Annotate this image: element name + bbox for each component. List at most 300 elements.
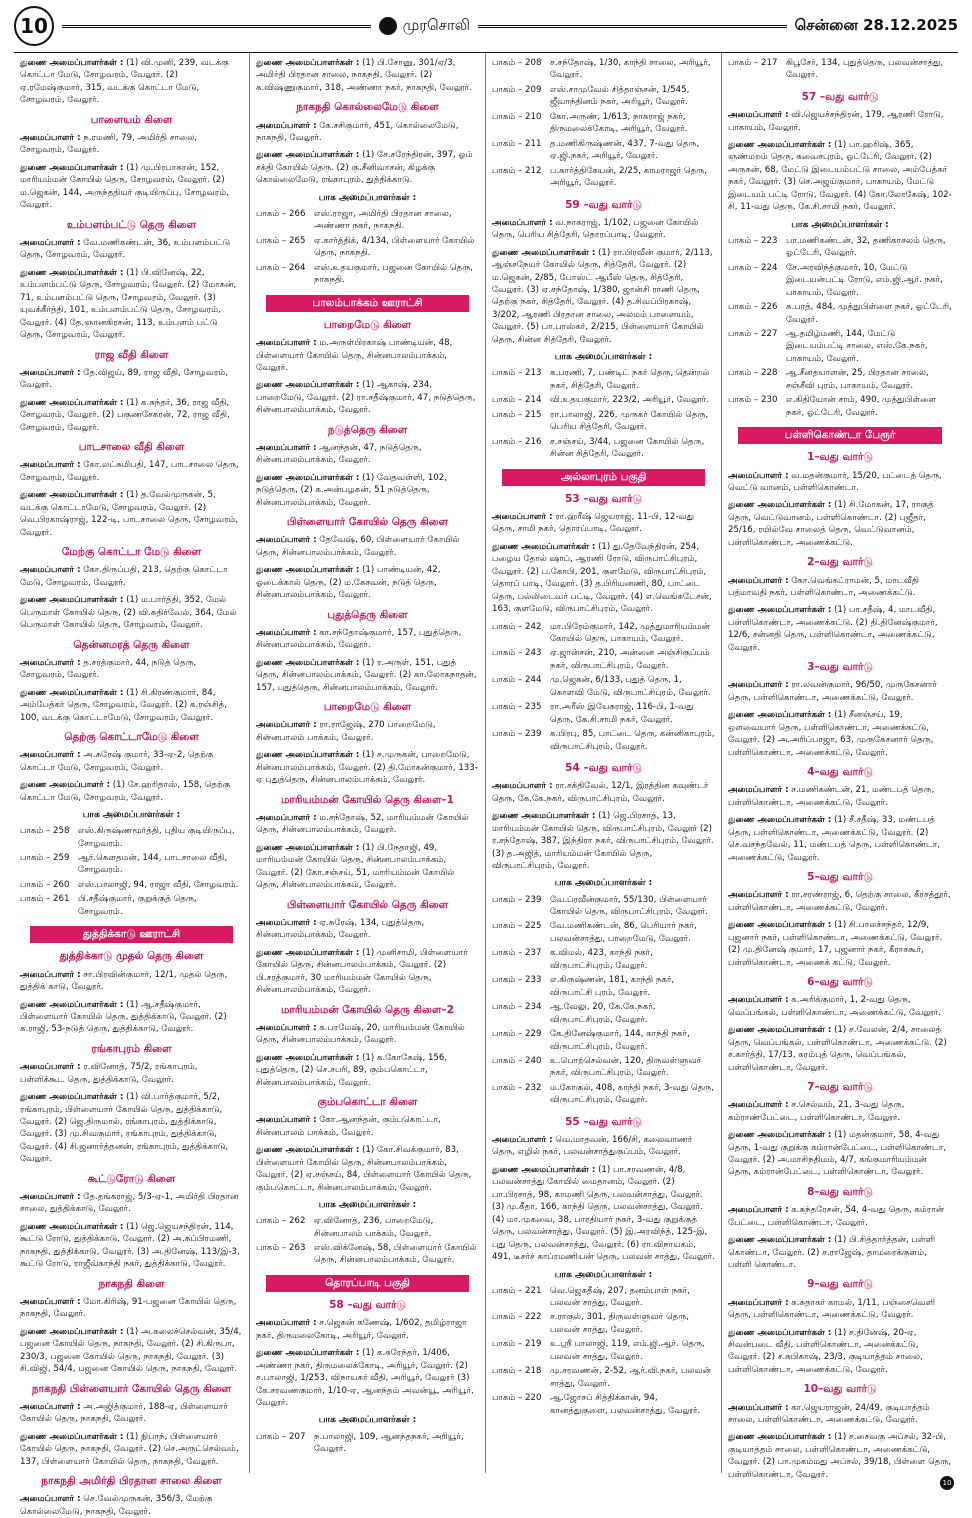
member-entry <box>728 470 952 495</box>
member-entry <box>20 1296 243 1321</box>
section-heading: 3–வது வார்டு <box>807 661 873 674</box>
booth-number: பாகம் – 260 <box>20 879 70 890</box>
booth-agent: சே.அரவிந்த்குமார், 10, மேட்டு இடையன்பட்டி ரோடு, எம்.ஜி.ஆர். நகர், பாகாயம், வேலூர். <box>786 262 943 298</box>
booth-row <box>492 1285 715 1312</box>
booth-row <box>492 84 715 111</box>
booth-number: பாகம் – 212 <box>492 165 542 176</box>
member-entry <box>728 109 952 134</box>
booth-list-heading: பாக அமைப்பாளர்கள் : <box>318 192 417 203</box>
section-heading: தென்னமரத் தெரு கிளை <box>73 638 190 651</box>
page-header <box>14 0 958 52</box>
booth-row <box>492 409 715 436</box>
member-entry <box>20 132 243 157</box>
booth-agent: ஏ.ஜான்சன், 210, அன்னை அஞ்சிகுப்பம் நகர், விருபாட்சிபுரம், வேலூர். <box>550 648 710 671</box>
booth-number: பாகம் – 210 <box>492 111 542 122</box>
member-details: (1) சி.பாலச்சந்தர், 12/9, புஜனார் நகர், பள்ளிகொண்டா, அணைக்கட்டு, வேலூர். (2) மு.தினேஷ் குமார், 17, புஜனார் நகர், கீராசகூர், பள்ளிகொண்டா, அணைக் கட்டு, வேலூர். <box>728 920 943 968</box>
booth-agent: எஸ்.உதயகுமார், பஜனை கோயில் தெரு, நாகநதி. <box>314 262 473 286</box>
role-label: அமைப்பாளர் : <box>20 237 81 248</box>
member-entry <box>256 57 479 94</box>
member-entry <box>728 1204 952 1229</box>
member-details: (1) ஆகாஷ், 234, பாறைமேடு, வேலூர். (2) ரா.சதீஷ்குமார், 47, நடுத்தெரு, சின்னபாலம்பாக்கம், வேலூர். <box>256 380 476 416</box>
role-label: அமைப்பாளர் : <box>20 750 81 761</box>
member-entry <box>728 1327 952 1377</box>
member-details: (1) பி.நேதாஜி, 49, மாரியம்மன் கோயில் தெரு, சின்னபாலம்பாக்கம், வேலூர். (2) கோ.சஞ்சய், 51, மாரியம்மன் கோயில் தெரு, சின்னபாலம்பாக்கம், வேலூர். <box>256 842 455 891</box>
booth-row <box>728 328 952 367</box>
booth-agent: மு.சரவணன், 2-52, ஆர்.வி.நகர், பலவன் சாத்து, வேலூர். <box>550 1366 712 1389</box>
booth-row <box>492 1028 715 1055</box>
member-entry <box>256 1347 479 1409</box>
booth-agent: க.பிரபு, 85, பாட்டை தெரு, கன்னிகாபுரம், விருபாட்சிபுரம், வேலூர். <box>550 729 715 752</box>
booth-row <box>492 947 715 974</box>
role-label: துணை அமைப்பாளர்கள் : <box>256 1348 360 1359</box>
role-label: துணை அமைப்பாளர்கள் : <box>492 247 596 258</box>
member-details: கா.ஜெயராஜன், 24/49, குடியாத்தம் சாலை, பள்ளிகொண்டா, அணைக்கட்டு, வேலூர். <box>728 1402 930 1426</box>
member-entry <box>256 842 479 892</box>
section-heading: கூட்டுரோடு கிளை <box>87 1172 176 1185</box>
section-heading: 7–வது வார்டு <box>807 1080 873 1093</box>
booth-number: பாகம் – 217 <box>728 58 778 68</box>
role-label: அமைப்பாளர் : <box>256 120 317 131</box>
member-details: (1) மு.பிரபாகரன், 152, மாரியம்மன் கோயில் தெரு, சோழவரம், வேலூர். (2) ம.ஜெகன், 144, அருந்ததியர் குடியிருப்பு, சோழவரம், வேலூர். <box>20 162 229 211</box>
member-entry <box>728 814 952 864</box>
booth-row <box>728 57 952 84</box>
booth-row <box>492 138 715 165</box>
member-details: ரா.ராஜேஷ், 270 பாறைமேடு, சின்னபாலம் பாக்கம், வேலூர். <box>256 720 436 743</box>
section-heading: 55 –வது வார்டு <box>565 1115 642 1128</box>
role-label: துணை அமைப்பாளர்கள் : <box>728 500 832 511</box>
member-entry <box>728 1099 952 1124</box>
member-details: (1) பா.சரவணன், 4/8, பலவன்சாத்து கோயில் மைதானம், வேலூர். (2) பா.பிரசாத், 98, காமணி தெரு, பலவன்சாத்து, வேலூர். (3) மு.கீதா, 166, காந்தி தெரு, பலவன்சாத்து, வேலூர். (4) மா.முகவை, 38, பாரதியார் நகர், 3-வது குறுக்குத் தெரு, பலவன்சாத்து, வேலூர். (5) இ.அரவிந்த், 125-இ, புது தெரு, பலவன்சாத்து, வேலூர். (6) ரா.விநாயகம், 491, டீசர்ச் காப்ரமணியன் தெரு, பலவன் சாத்து, வேலூர். <box>492 1164 715 1263</box>
member-entry <box>20 367 243 392</box>
booth-number: பாகம் – 219 <box>492 1339 542 1350</box>
member-details: (1) பி.சித்தார்த்தன், பள்ளி கொண்டா, வேலூர். (2) ச.ராஜேஷ், தாமரைக்குளம், பள்ளி கொண்டா. <box>728 1235 936 1270</box>
section-heading: பாடசாலை வீதி கிளை <box>78 441 185 454</box>
role-label: துணை அமைப்பாளர் : <box>20 780 111 791</box>
booth-agent: ரா.அரீஸ் இயேசுராஜ், 116-பி, 1-வது தெரு, கே.சி.சாமி நகர், வேலூர். <box>550 702 694 725</box>
booth-number: பாகம் – 266 <box>256 208 306 219</box>
member-details: (1) ஜெ.ஜெயசந்திரன், 114, கூட்டு ரோடு, துத்திக்காடு, வேலூர். (2) அ.சுப்பிரமணி, நாகநதி, துத்திக்காடு, வேலூர். (3) அ.தினேஷ், 113/இ-3, கூட்டு ரோடு, ராஜீவ்காந்தி நகர், துத்திக்காடு, வேலூர். <box>20 1221 240 1270</box>
role-label: அமைப்பாளர் : <box>20 1296 81 1307</box>
member-entry <box>256 1144 479 1194</box>
booth-row <box>492 701 715 728</box>
section-heading: பாறைமேடு கிளை <box>323 318 412 331</box>
member-entry <box>728 139 952 214</box>
booth-agent: எஸ்.விக்னேஷ், 58, பிள்ளையார் கோயில் தெரு, சின்னபாலம்பாக்கம், வேலூர். <box>314 1242 477 1266</box>
role-label: துணை அமைப்பாளர்கள் : <box>20 687 124 698</box>
booth-number: பாகம் – 228 <box>728 368 778 379</box>
role-label: அமைப்பாளர் : <box>728 1100 789 1111</box>
section-heading: நடுத்தெரு கிளை <box>327 423 408 436</box>
member-details: (1) க.சுரேந்தர், 1/406, அண்ணா நகர், திருமலைக்கோடி, அரியூர், வேலூர். (2) ச.பாலாஜி, 1/253, விநாயகர் வீதி, அரியூர், வேலூர் (3) கே.சரவணகுமார், 1/10-ஏ, ஆனந்தம் அவன்யூ, அரியூர், வேலூர். <box>256 1348 474 1409</box>
role-label: அமைப்பாளர் : <box>20 367 81 378</box>
booth-row <box>256 1242 479 1269</box>
booth-number: பாகம் – 224 <box>728 262 778 273</box>
booth-agent: ரா.பாலாஜி, 226, முருகர் கோயில் தெரு, பெரிய சித்தேரி, வேலூர். <box>550 409 709 433</box>
role-label: துணை அமைப்பாளர்கள் : <box>20 1431 124 1442</box>
role-label: துணை அமைப்பாளர்கள் : <box>728 920 832 931</box>
role-label: அமைப்பாளர் : <box>256 535 317 546</box>
member-entry <box>20 1493 243 1518</box>
role-label: அமைப்பாளர் : <box>256 1318 317 1329</box>
booth-row <box>256 262 479 289</box>
booth-row <box>728 367 952 394</box>
booth-row <box>20 893 243 920</box>
booth-agent: ந.பாலாஜி, 109, ஆனந்தநகர், அரியூர், வேலூர். <box>314 1431 464 1454</box>
booth-agent: எஸ்.சாமுவேல் சித்தாஞ்சன், 1/545, ஜீவாந்தினம் நகர், அரியூர், வேலூர். <box>550 84 690 108</box>
booth-number: பாகம் – 227 <box>728 328 778 339</box>
member-entry <box>256 719 479 744</box>
member-entry <box>20 1401 243 1426</box>
role-label: அமைப்பாளர் : <box>256 720 317 731</box>
role-label: அமைப்பாளர் : <box>256 338 317 349</box>
section-heading: 58 –வது வார்டு <box>329 1299 406 1312</box>
booth-number: பாகம் – 232 <box>492 1082 542 1093</box>
brand-name: முரசொலி <box>402 16 471 34</box>
member-entry <box>20 1326 243 1376</box>
section-heading: 9–வது வார்டு <box>807 1278 873 1291</box>
booth-number: பாகம் – 211 <box>492 138 542 149</box>
member-details: (1) சி.மோகன், 17, ராகுத் தெரு, வெட்டுவானம், பள்ளிகொண்டா. (2) புஜீதர், 25/16, ரயில்வே சாலைத் தெரு, வெட்டுவானம், பள்ளிகொண்டா, அணைக்கட்டு. <box>728 500 934 548</box>
member-entry <box>728 889 952 914</box>
booth-agent: எஸ்.ராஜா, அமிர்தி பிரதான சாலை, அண்ணா நகர், நாகநதி. <box>314 208 452 232</box>
member-entry <box>20 1061 243 1086</box>
role-label: அமைப்பாளர் : <box>20 460 81 471</box>
member-entry <box>20 779 243 804</box>
member-details: (1) சீ.சதீஷ், 33, மண்டபத் தெரு, பள்ளிகொண்டா, அணைக்கட்டு, வேலூர். (2) செ.வசந்தவேல், 11, மண்டபத் தெரு, பள்ளிகொண்டா, அணைக்கட்டு, வேலூர். <box>728 815 941 863</box>
member-entry <box>728 1024 952 1074</box>
role-label: அமைப்பாளர் : <box>256 442 317 453</box>
booth-agent: ம.கோகுல், 408, காந்தி நகர், 3-வது தெரு, விருபாட்சிபுரம், வேலூர். <box>550 1082 714 1106</box>
section-heading: பாறைமேடு கிளை <box>323 701 412 714</box>
booth-agent: வெ.ஜெகதீஷ், 207, தனம்பாள் நகர், பலவன் சாத்து, வேலூர். <box>550 1285 690 1309</box>
member-details: ரா.சக்திவேல், 12/1, இரத்தின கவுண்டர் தெரு, கே.கே.நகர், விருபாட்சிபுரம், வேலூர். <box>492 781 709 804</box>
booth-agent: கே.தினேஷ்குமார், 144, காந்தி நகர், விருபாட்சிபுரம், வேலூர். <box>550 1029 690 1052</box>
booth-row <box>492 367 715 394</box>
role-label: அமைப்பாளர் : <box>20 1401 81 1412</box>
booth-row <box>492 920 715 947</box>
area-banner: பள்ளிகொண்டா பேரூர் <box>738 427 942 444</box>
section-heading: துத்திக்காடு முதல் தெரு கிளை <box>59 950 204 963</box>
member-entry <box>20 969 243 994</box>
member-entry <box>256 149 479 186</box>
role-label: அமைப்பாளர் : <box>20 1192 81 1202</box>
member-details: (1) ஜெ.பிரசாத், 13, மாரியம்மன் கோயில் தெரு, விருபாட்சிபுரம், வேலூர் (2) ர.சந்தோஷ், 387, இந்திரா நகர், விருபாட்சிபுரம், வேலூர். (3) த.அஜித், மாரியம்மன் கோயில் தெரு, விருபாட்சிபுரம், வேலூர். <box>492 811 714 872</box>
member-entry <box>492 1134 715 1159</box>
section-heading: பாளையம் கிளை <box>90 113 173 126</box>
booth-number: பாகம் – 259 <box>20 852 70 863</box>
member-entry <box>20 1431 243 1468</box>
section-heading: 4–வது வார்டு <box>807 766 873 779</box>
member-entry <box>256 657 479 694</box>
column-4 <box>722 53 958 1480</box>
member-details: தே.விஜய், 89, ராஜ வீதி, சோழவரம், வேலூர். <box>20 367 229 391</box>
role-label: துணை அமைப்பாளர்கள் : <box>728 1327 832 1338</box>
booth-row <box>20 852 243 879</box>
member-entry <box>20 564 243 589</box>
member-details: கோ.லட்சுமிபதி, 147, பாடசாலை தெரு, சோழவரம், வேலூர். <box>20 460 239 483</box>
member-details: (1) த.வேல்முருகன், 5, வடக்கு கொட்டாமேடு, சோழவரம், வேலூர். (2) வெ.பிரகாஷ்ராஜ், 122-டி, பாடசாலை தெரு, சோழவரம், வேலூர். <box>20 490 239 538</box>
role-label: துணை அமைப்பாளர்கள் : <box>256 947 360 958</box>
role-label: துணை அமைப்பாளர்கள் : <box>256 842 360 853</box>
member-entry <box>20 687 243 724</box>
member-entry <box>728 499 952 549</box>
booth-list-heading: பாக அமைப்பாளர்கள் : <box>554 352 653 363</box>
member-entry <box>20 999 243 1036</box>
booth-number: பாகம் – 225 <box>492 921 542 932</box>
booth-row <box>492 394 715 408</box>
booth-row <box>492 674 715 701</box>
member-details: (1) வி.முனி, 239, வடக்கு கொட்டா மேடு, சோழவரம், வேலூர். (2) ஏ.ரமேஷ்குமார், 315, வடக்கு கொட்டா மேடு, சோழவரம், வேலூர். <box>20 58 229 106</box>
column-2 <box>250 53 486 1473</box>
member-entry <box>256 947 479 997</box>
member-entry <box>20 1221 243 1271</box>
role-label: அமைப்பாளர் : <box>256 1022 317 1033</box>
booth-row <box>492 974 715 1001</box>
role-label: அமைப்பாளர் : <box>728 995 789 1006</box>
member-entry <box>256 337 479 374</box>
member-details: ஆனந்தன், 47, நடுத்தெரு, சின்னபாலம்பாக்கம், வேலூர். <box>256 442 422 466</box>
booth-agent: வே.ப்ரவீன்குமார், 55/130, பிள்ளையார் கோயில் தெரு, விருபாட்சிபுரம், வேலூர். <box>550 894 708 917</box>
member-entry <box>492 780 715 805</box>
member-entry <box>728 604 952 654</box>
booth-agent: மா.பிரேம்குமார், 142, முத்துமாரியம்மன் கோயில் தெரு, பாகாயம், வேலூர். <box>550 621 710 645</box>
booth-agent: உ.பொற்செல்வன், 120, திருவள்ளுவர் நகர், விருபாட்சிபுரம், வேலூர். <box>550 1055 702 1079</box>
booth-agent: ச.ராகுல், 301, திருவள்ளுவர் தெரு, பலவன் சாத்து, வேலூர். <box>550 1312 689 1335</box>
member-details: (1) சீனஞ்சய், 19, ஒளவையார் தெரு, பள்ளிகொண்டா, அணைக்கட்டு, வேலூர். (2) அ.அரிப்பாஜா, 63, முருகேசனார் தெரு, பள்ளிகொண்டா, அணைக்கட்டு, வேலூர். <box>728 710 934 758</box>
role-label: துணை அமைப்பாளர்கள் : <box>256 58 360 68</box>
role-label: அமைப்பாளர் : <box>728 575 789 586</box>
booth-agent: ஆ.தமிழ்மணி, 144, மேட்டு இடையம்பட்டி சாலை, எஸ்.கே.நகர், பாகாயம், வேலூர். <box>786 328 928 364</box>
member-details: கே.சசிகுமார், 451, கொல்லைமேடு, நாகநதி, வேலூர். <box>256 120 459 144</box>
booth-number: பாகம் – 208 <box>492 58 542 68</box>
booth-agent: பி.சதீஷ்குமார், குறுக்குத் தெரு, சோழவரம். <box>78 894 197 917</box>
role-label: அமைப்பாளர் : <box>256 627 317 638</box>
booth-number: பாகம் – 218 <box>492 1366 542 1377</box>
role-label: அமைப்பாளர் : <box>728 1297 789 1308</box>
section-heading: நாகநதி கிளை <box>98 1277 165 1290</box>
booth-agent: ஆ.ஜோசப் சித்திக்கான், 94, கானத்துகுளை, பலவன்சாத்து, வேலூர். <box>550 1393 701 1416</box>
booth-agent: வே.மணிகண்டன், 86, பெரியார் நகர், பலவன்சாத்து, பாறைமேடு, வேலூர். <box>550 921 697 944</box>
member-details: (1) சே.சரேந்திரன், 397, ஓம் சக்தி கோயில் தெரு. (2) கு.சீனிவாசன், கிழக்கு கொல்லைமேடு, ரங்காபுரம், துத்திக்காடு. <box>256 150 473 186</box>
booth-number: பாகம் – 261 <box>20 894 70 905</box>
member-details: க.அரிக்குமார், 1, 2-வது தெரு, வெப்பங்கல், பள்ளிகொண்டா, அணைக்கட்டு, வேலூர். <box>728 995 942 1018</box>
booth-agent: ஏ.கார்த்திக், 4/134, பிள்ளையார் கோயில் தெரு, நாகநதி. <box>314 235 475 259</box>
member-entry <box>492 810 715 872</box>
member-entry <box>492 1164 715 1264</box>
role-label: அமைப்பாளர் : <box>728 1205 789 1216</box>
section-heading: 57 –வது வார்டு <box>801 90 879 103</box>
member-details: ம.சந்தோஷ், 52, மாரியம்மன் கோயில் தெரு, சின்னபாலம்பாக்கம், வேலூர். <box>256 812 469 836</box>
section-heading: 10–வது வார்டு <box>803 1383 877 1396</box>
role-label: துணை அமைப்பாளர்கள் : <box>728 605 832 616</box>
booth-agent: ஆர்.கௌதமன், 144, பாடசாலை வீதி, சோழவரம். <box>78 852 228 876</box>
role-label: துணை அமைப்பாளர்கள் : <box>20 999 124 1010</box>
booth-agent: க.பரணி, 7, பண்டிட் நகர் தெரு, தென்றல் நகர், சித்தேரி, வேலூர். <box>550 368 710 391</box>
brand <box>379 16 471 36</box>
area-banner: பாலம்பாக்கம் ஊராட்சி <box>266 295 469 312</box>
member-entry <box>492 511 715 536</box>
booth-agent: த.மணிகிருஷ்ணன், 437, 7-வது தெரு, ஏ.ஜி.நகர், அரியூர், வேலூர். <box>550 138 700 162</box>
area-banner: துத்திக்காடு ஊராட்சி <box>30 926 233 943</box>
booth-agent: சு.பரத், 484, முத்துபிள்ளை நகர், ஓட்டேரி, வேலூர். <box>786 302 952 325</box>
booth-agent: மு.ஜெகன், 6/133, புதுத் தெரு, 1, கொளவி மேடு, விருபாட்சிபுரம், வேலூர். <box>550 675 711 698</box>
section-heading: மாரியம்மன் கோயில் தெரு கிளை–1 <box>280 793 454 806</box>
booth-row <box>492 1365 715 1392</box>
member-entry <box>728 1129 952 1179</box>
member-details: ச.மணிகண்டன், 21, மண்டபத் தெரு, பள்ளிகொண்டா, அணைக்கட்டு, வேலூர். <box>728 785 935 808</box>
booth-agent: கோ.அருண், 1/613, நாகராஜ் நகர், திருமலைக்கோடி, அரியூர், வேலூர். <box>550 111 688 135</box>
columns-container <box>14 52 958 1517</box>
member-entry <box>728 1402 952 1427</box>
member-details: (1) க.கோகேஷ், 156, புதுத்தெரு, (2) செ.சபரி, 89, கும்பகொட்டா, சின்னபாலம்பாக்கம், வேலூர். <box>256 1052 448 1088</box>
section-heading: நாகநதி அமிர்தி பிரதான சாலை கிளை <box>41 1475 222 1488</box>
role-label: அமைப்பாளர் : <box>256 812 317 823</box>
role-label: அமைப்பாளர் : <box>728 1402 789 1413</box>
role-label: அமைப்பாளர் : <box>728 785 789 796</box>
role-label: அமைப்பாளர் : <box>20 1494 81 1505</box>
member-details: (1) வி.பார்த்குமார், 5/2, ரங்காபுரம், பிள்ளையார் கோயில் தெரு, துத்திக்காடு, வேலூர். (2) ஜெ.திருமால், ரங்காபுரம், துத்திக்காடு, வேலூர். (3) மு.சிவகுமார், ரங்காபுரம், துத்திக்காடு, வேலூர். (4) சி.ஜனார்த்தனன், ரங்காபுரம், துத்திக்காடு, வேலூர். <box>20 1092 229 1165</box>
member-details: (1) பா.ஹரிஷ், 365, ஞண்மறம் தெரு, சுவைசபுரம், ஓட்டேரி, வேலூர். (2) அருகன், 68, மேட்டு இடையம்பட்டு சாலை, அம்பேத்கர் நகர், வேலூர். (3) செ.அஜய்குமார், பாகாயம், மேட்டு இடையம் பட்டி ரோடு, வேலூர். (4) கோ.லோகேஷ், 102-சி, 11-வது தெரு, கே.சி.சாமி நகர், வேலூர். <box>728 140 952 213</box>
booth-number: பாகம் – 265 <box>256 235 306 246</box>
section-heading: பிள்ளையார் கோயில் தெரு கிளை <box>286 898 449 911</box>
member-entry <box>256 442 479 467</box>
section-heading: ராஜ வீதி கிளை <box>94 348 169 361</box>
booth-row <box>492 1055 715 1082</box>
booth-agent: ஆ.வேலு, 20, கே.கே.நகர், விருபாட்சிபுரம், வேலூர். <box>550 1002 656 1025</box>
booth-row <box>256 1431 479 1458</box>
booth-number: பாகம் – 258 <box>20 826 70 837</box>
booth-row <box>728 262 952 301</box>
booth-agent: எ.கிதியோன் சாம், 490, முத்துபிள்ளை நகர், ஓட்டேரி, வேலூர். <box>786 395 937 418</box>
booth-row <box>492 1392 715 1419</box>
role-label: அமைப்பாளர் : <box>20 1062 81 1073</box>
member-details: (1) ச.வேலன், 2/4, சாலைத் தெரு, வெப்பங்கல், பள்ளிகொண்டா, அணைக்கட்டு. (2) ச.கார்த்தி, 17/13, கரம்புத் தெரு, வெப்பங்கல், பள்ளிகொண்டா, வேலூர். <box>728 1025 947 1073</box>
booth-table <box>256 1431 479 1458</box>
booth-table <box>728 57 952 84</box>
member-details: (1) சி.கிரண்குமார், 84, அம்பேத்கர் தெரு, சோழவரம், வேலூர். (2) க.ரஞ்சித், 100, வடக்கு கொட்டாமேடு, சோழவரம், வேலூர். <box>20 687 227 723</box>
member-details: கோ.திருப்பதி, 213, தெற்கு கொட்டா மேடு, சோழவரம், வேலூர். <box>20 565 228 588</box>
header-rule-right <box>478 25 787 28</box>
member-details: சா.பிரவின்குமார், 12/1, முதல் தெரு, துத்திக் காடு, வேலூர். <box>20 969 228 993</box>
member-entry <box>20 267 243 342</box>
member-details: ச.ஜெகன் கணேஷ், 1/602, தமிழ்ராஜா நகர், திருமலைகோடி, அரியூர், வேலூர். <box>256 1318 467 1341</box>
role-label: துணை அமைப்பாளர்கள் : <box>20 1221 124 1232</box>
member-details: (1) பி.சோனு, 301/ஏ/3, அமிர்தி பிரதான சாலை, நாகநதி, வேலூர். (2) க.விஷ்ணுகுமார், 318, அண்ணா நகர், நாகநதி, வேலூர். <box>256 58 472 93</box>
member-details: ச.செல்வம், 21, 3-வது தெரு, கம்ராண்பேட்டை, பள்ளிகொண்டா, வேலூர். <box>728 1100 905 1123</box>
member-entry <box>492 247 715 347</box>
booth-row <box>492 57 715 84</box>
member-entry <box>256 1114 479 1139</box>
booth-agent: பா.மணிகண்டன், 32, தணிகாசலம் தெரு, ஓட்டேரி, வேலூர். <box>786 235 946 259</box>
member-details: (1) பாண்டியன், 42, ஓடைக்கால் தெரு, (2) ம.கேசவன், நடுத் தெரு, சின்னபாலம்பாக்கம், வேலூர். <box>256 565 441 601</box>
member-entry <box>256 472 479 509</box>
booth-table <box>492 57 715 192</box>
role-label: துணை அமைப்பாளர்கள் : <box>256 150 360 161</box>
booth-agent: எஸ்.கிருஷ்ணமூர்த்தி, புதிய குடியிருப்பு, சோழவரம். <box>78 826 235 849</box>
edition-date: சென்னை 28.12.2025 <box>794 16 959 34</box>
member-details: க.சுதாகர் காமல், 1/11, பஞ்சைவெளி தெரு, பள்ளிகொண்டா, அணைக்கட்டு, வேலூர். <box>728 1297 936 1321</box>
booth-list-heading: பாக அமைப்பாளர்கள் : <box>554 1269 653 1280</box>
member-details: (1) ர.அருள், 151, புதுத் தெரு, சின்னபாலம்பாக்கம், வேலூர். (2) கா.லோகநாதன், 157, புதுத்தெரு, சின்னபாலம்பாக்கம், வேலூர். <box>256 657 477 693</box>
booth-agent: ச.சந்தோஷ், 1/30, காந்தி சாலை, அரியூர், வேலூர். <box>550 58 711 81</box>
section-heading: 6–வது வார்டு <box>807 976 873 989</box>
role-label: துணை அமைப்பாளர்கள் : <box>256 472 360 483</box>
member-details: ரா.சரண்ராஜ், 6, தெற்கு சாலை, கீரசத்தூர், பள்ளிகொண்டா, அணைக்கட்டு, வேலூர். <box>728 890 951 913</box>
member-details: கோ.ஆனந்தன், கும்பகொட்டா, சின்னபாலம் பாக்கம், வேலூர். <box>256 1115 441 1138</box>
role-label: துணை அமைப்பாளர்கள் : <box>20 267 124 278</box>
footer-page-badge: 10 <box>940 1476 954 1490</box>
booth-row <box>20 879 243 893</box>
role-label: அமைப்பாளர் : <box>728 470 789 481</box>
role-label: அமைப்பாளர் : <box>492 511 553 522</box>
member-details: (1) ம.பார்த்தி, 352, மேல் பெருமாள் கோயில் தெரு, (2) வி.கதிர்வேல், 364, மேல் பெருமாள் கோயில் தெரு, சோழவரம், வேலூர். <box>20 595 237 631</box>
booth-agent: வி.உதயகுமார், 223/2, அரியூர், வேலூர். <box>550 395 709 406</box>
booth-number: பாகம் – 262 <box>256 1216 306 1227</box>
booth-row <box>256 1215 479 1242</box>
booth-number: பாகம் – 234 <box>492 1002 542 1013</box>
member-entry <box>728 1297 952 1322</box>
booth-number: பாகம் – 207 <box>256 1431 306 1442</box>
role-label: அமைப்பாளர் : <box>728 110 789 121</box>
booth-number: பாகம் – 263 <box>256 1242 306 1253</box>
role-label: துணை அமைப்பாளர்கள் : <box>728 1235 832 1246</box>
booth-list-heading: பாக அமைப்பாளர்கள் : <box>82 810 181 821</box>
member-entry <box>20 57 243 107</box>
member-details: ர.வினோத், 75/2, ரங்காபுரம், பள்ளிக்கூட தெரு, துத்திக்காடு, வேலூர். <box>20 1062 198 1085</box>
member-entry <box>256 564 479 601</box>
member-entry <box>492 217 715 242</box>
member-entry <box>20 237 243 262</box>
member-details: (1) சே.ஹரிதாஸ், 158, தெற்கு கொட்டா மேடு, சோழவரம், வேலூர். <box>20 780 231 803</box>
booth-table <box>492 1285 715 1420</box>
booth-table <box>492 621 715 756</box>
member-entry <box>256 120 479 145</box>
booth-row <box>492 728 715 755</box>
booth-number: பாகம் – 243 <box>492 648 542 659</box>
member-details: (1) கோ.சிவக்குமார், 83, பிள்ளையார் கோயில் தெரு, சின்னபாலம்பாக்கம், வேலூர். (2) ஏ.சஞ்சய், 84, பிள்ளையார் கோயில் தெரு, கும்பகொட்டா, சின்னபாலம்பாக்கம், வேலூர். <box>256 1145 472 1193</box>
section-heading: நாகநதி கொல்லைமேடு கிளை <box>296 101 439 114</box>
booth-agent: ச.சஞ்சய், 3/44, பஜனை கோயில் தெரு, சின்ன சித்தேரி, வேலூர். <box>550 436 705 460</box>
member-details: த.சரத்குமார், 44, நடுத் தெரு, சோழவரம், வேலூர். <box>20 657 197 681</box>
member-details: (1) ச.தினேஷ், 20-ஏ, சிவன்படை வீதி, பள்ளிகொண்டா, அனைக்கட்டு, வேலூர். (2) ச.சுபிகாஷ், 23/3, குடியாத்தம் சாலை, பள்ளிகொண்டா, அணைக்கட்டு, வேலூர். <box>728 1327 923 1375</box>
role-label: துணை அமைப்பாளர்கள் : <box>256 750 360 761</box>
role-label: துணை அமைப்பாளர்கள் : <box>20 58 124 68</box>
member-details: வே.மணிகண்டன், 36, உம்பளம்பட்டு தெரு, சோழவரம், வேலூர். <box>20 237 231 261</box>
member-entry <box>728 1431 952 1481</box>
member-details: செ.வேல்முருகன், 356/3, மேற்கு கொல்லைமேடு, நாகநதி, வேலூர். <box>20 1494 213 1517</box>
member-details: க.சுந்தரேசன், 54, 4-வது தெரு, கம்ரான் பேட்டை, பள்ளிகொண்டா, வேலூர். <box>728 1205 945 1228</box>
role-label: துணை அமைப்பாளர்கள் : <box>256 1145 360 1156</box>
booth-agent: ஆ.சீனதயாளன், 25, பிரதான சாலை, சஞ்சீவி புரம், பாகாயம், வேலூர். <box>786 368 929 391</box>
role-label: துணை அமைப்பாளர்கள் : <box>492 1164 596 1175</box>
role-label: துணை அமைப்பாளர்கள் : <box>728 140 832 151</box>
role-label: துணை அமைப்பாளர்கள் : <box>20 1092 124 1103</box>
member-details: (1) பி.வினேஷ், 22, உம்பளம்பட்டு தெரு, சோழவரம், வேலூர். (2) மோகன், 71, உம்பளம்பட்டு தெரு, சோழவரம், வேலூர். (3) யுவக்கீர்த்தி, 101, உம்பளம்பட்டு தெரு, சோழவரம், வேலூர். (4) தே.ஞானகிரசன், 113, உம்பளம் பட்டு தெரு, சோழவரம், வேலூர். <box>20 267 237 341</box>
booth-row <box>492 621 715 648</box>
booth-table <box>256 1215 479 1269</box>
booth-number: பாகம் – 229 <box>492 1029 542 1040</box>
booth-table <box>256 208 479 289</box>
member-entry <box>20 749 243 774</box>
member-entry <box>256 1022 479 1047</box>
member-entry <box>256 1317 479 1342</box>
member-entry <box>492 541 715 616</box>
booth-row <box>492 111 715 138</box>
section-heading: 59 –வது வார்டு <box>565 198 642 211</box>
member-details: க.பரமேஷ், 20, மாரியம்மன் கோயில் தெரு, சின்னபாலம்பாக்கம், வேலூர். <box>256 1022 465 1046</box>
member-details: ம.அருள்பிரகாஷ் பாண்டியன், 48, பிள்ளையார் கோயில் தெரு, சின்னபாலம்பாக்கம், வேலூர். <box>256 338 453 373</box>
page-number: 10 <box>14 6 54 46</box>
